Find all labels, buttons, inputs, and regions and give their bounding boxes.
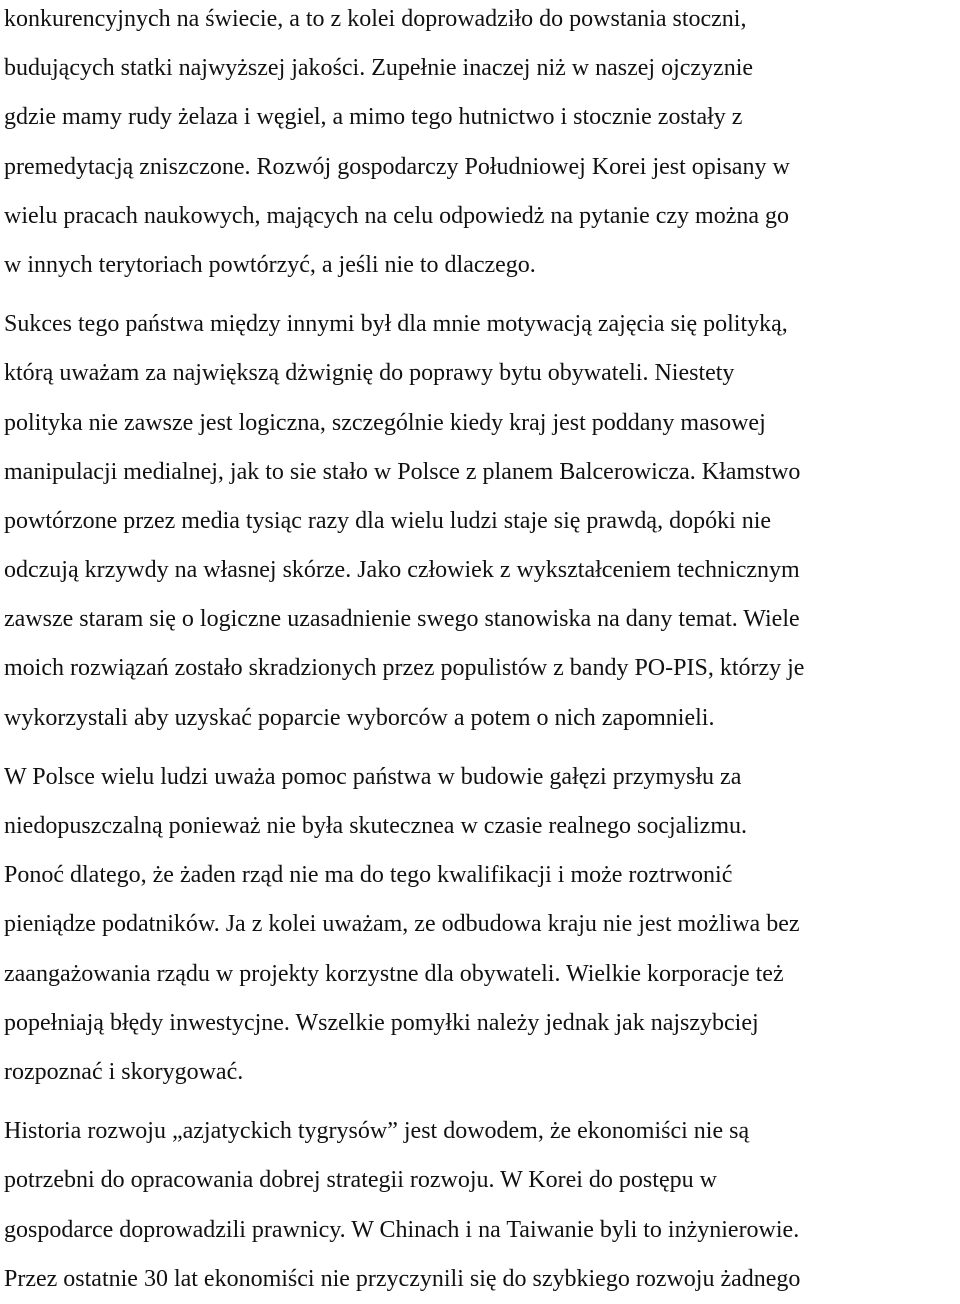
text-line: powtórzone przez media tysiąc razy dla wielu ludzi staje się prawdą, dopóki nie [4,507,772,534]
text-line: W Polsce wielu ludzi uważa pomoc państwa w budowie gałęzi przymysłu za [4,763,742,790]
text-line: Sukces tego państwa między innymi był dla mnie motywacją zajęcia się polityką, [4,311,788,338]
text-line: pieniądze podatników. Ja z kolei uważam, ze odbudowa kraju nie jest możliwa bez [4,911,800,938]
text-line: gdzie mamy rudy żelaza i węgiel, a mimo tego hutnictwo i stocznie zostały z [4,104,743,131]
text-line: którą uważam za największą dżwignię do poprawy bytu obywateli. Niestety [4,360,735,387]
text-line: w innych terytoriach powtórzyć, a jeśli nie to dlaczego. [4,251,536,278]
text-line: polityka nie zawsze jest logiczna, szczególnie kiedy kraj jest poddany masowej [4,409,766,436]
text-line: wykorzystali aby uzyskać poparcie wyborców a potem o nich zapomnieli. [4,704,715,731]
paragraph-gap [4,1097,956,1107]
text-line: gospodarce doprowadzili prawnicy. W Chinach i na Taiwanie byli to inżynierowie. [4,1216,800,1243]
text-line: potrzebni do opracowania dobrej strategii rozwoju. W Korei do postępu w [4,1167,717,1194]
text-line: budujących statki najwyższej jakości. Zupełnie inaczej niż w naszej ojczyznie [4,55,754,82]
paragraph-4 [4,1107,956,1304]
text-line: konkurencyjnych na świecie, a to z kolei doprowadziło do powstania stoczni, [4,6,747,32]
text-line: popełniają błędy inwestycjne. Wszelkie pomyłki należy jednak jak najszybciej [4,1009,759,1036]
paragraph-gap [4,743,956,753]
paragraph-1 [4,0,956,290]
text-line: rozpoznać i skorygować. [4,1058,244,1085]
document-page [4,0,956,1304]
text-line: premedytacją zniszczone. Rozwój gospodarczy Południowej Korei jest opisany w [4,153,790,180]
text-line: zaangażowania rządu w projekty korzystne dla obywateli. Wielkie korporacje też [4,960,784,987]
paragraph-2 [4,300,956,743]
text-line: moich rozwiązań zostało skradzionych przez populistów z bandy PO-PIS, którzy je [4,655,805,682]
text-line: wielu pracach naukowych, mających na celu odpowiedż na pytanie czy można go [4,202,790,229]
paragraph-gap [4,290,956,300]
text-line: niedopuszczalną ponieważ nie była skutecznea w czasie realnego socjalizmu. [4,813,747,839]
text-line: manipulacji medialnej, jak to sie stało w Polsce z planem Balcerowicza. Kłamstwo [4,458,801,485]
paragraph-3 [4,753,956,1097]
text-line: Przez ostatnie 30 lat ekonomiści nie przyczynili się do szybkiego rozwoju żadnego [4,1265,801,1292]
text-line: odczują krzywdy na własnej skórze. Jako człowiek z wykształceniem technicznym [4,557,800,584]
text-line: Historia rozwoju „azjatyckich tygrysów” jest dowodem, że ekonomiści nie są [4,1118,750,1145]
text-line: zawsze staram się o logiczne uzasadnienie swego stanowiska na dany temat. Wiele [4,606,800,633]
text-line: Ponoć dlatego, że żaden rząd nie ma do tego kwalifikacji i może roztrwonić [4,862,733,889]
